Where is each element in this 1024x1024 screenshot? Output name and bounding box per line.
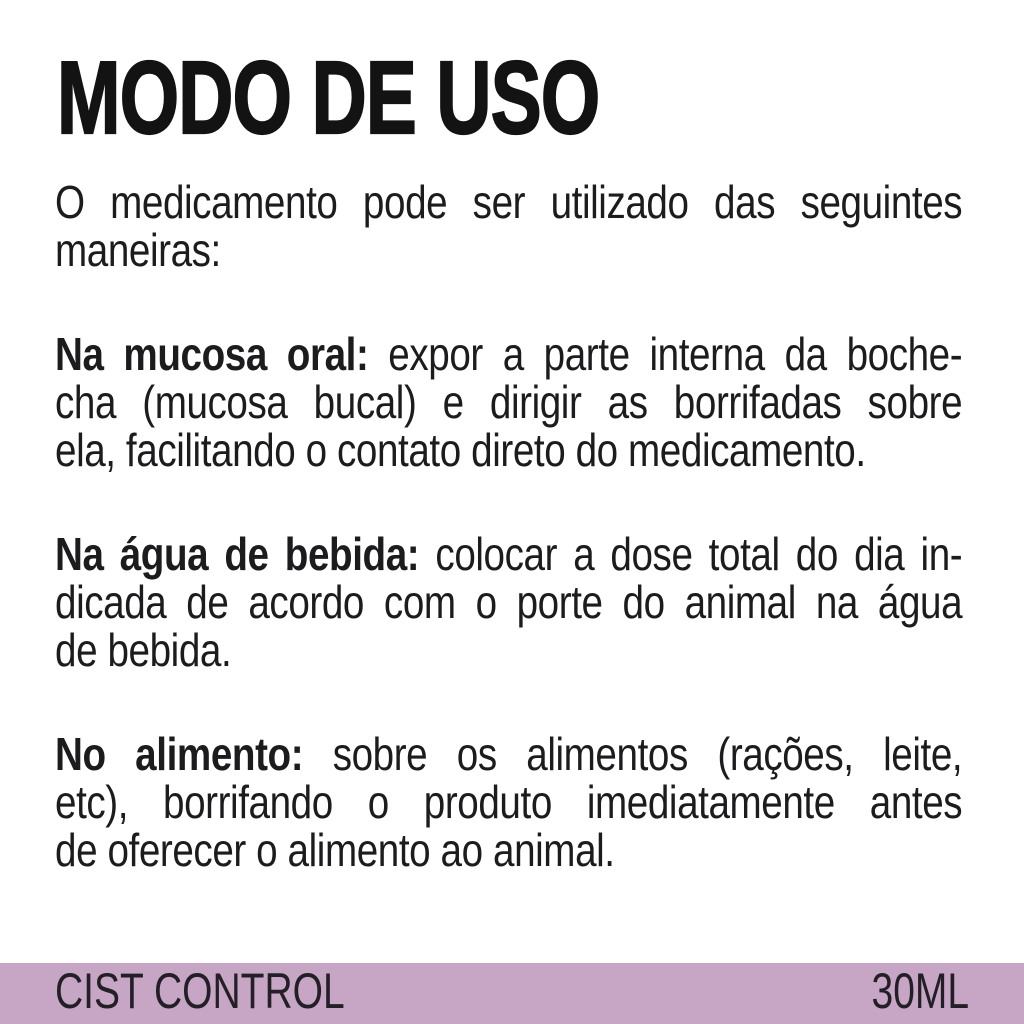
page-title: MODO DE USO (57, 40, 600, 155)
volume-label: 30ML (871, 963, 969, 1019)
intro-paragraph (55, 178, 962, 274)
section-oral-mucosa-line-3: ela, facilitando o contato direto do medicamento. (55, 424, 866, 476)
usage-instructions (55, 178, 962, 930)
section-food-line-1 (55, 730, 962, 778)
section-drinking-water-line-3: de bebida. (55, 624, 232, 676)
section-food-lead: No alimento: (55, 728, 304, 780)
intro-line-2: maneiras: (55, 224, 221, 276)
section-oral-mucosa-line-2: cha (mucosa bucal) e dirigir as borrifadas sobre (55, 376, 963, 428)
section-oral-mucosa-lead-rest: expor a parte interna da boche- (388, 328, 963, 380)
section-food-line-2: etc), borrifando o produto imediatamente antes (55, 776, 963, 828)
section-drinking-water (55, 530, 962, 674)
intro-line-1: O medicamento pode ser utilizado das seguintes (55, 176, 963, 228)
section-drinking-water-lead: Na água de bebida: (55, 528, 420, 580)
section-drinking-water-line-1 (55, 530, 962, 578)
section-oral-mucosa-line-1 (55, 330, 962, 378)
footer-bar (0, 963, 1024, 1024)
product-name: CIST CONTROL (55, 963, 345, 1019)
section-oral-mucosa (55, 330, 962, 474)
section-food-line-3: de oferecer o alimento ao animal. (55, 824, 615, 876)
section-drinking-water-line-2: dicada de acordo com o porte do animal na água (55, 576, 963, 628)
section-drinking-water-lead-rest: colocar a dose total do dia in- (435, 528, 963, 580)
section-food-lead-rest: sobre os alimentos (rações, leite, (332, 728, 963, 780)
section-food (55, 730, 962, 874)
section-oral-mucosa-lead: Na mucosa oral: (55, 328, 369, 380)
